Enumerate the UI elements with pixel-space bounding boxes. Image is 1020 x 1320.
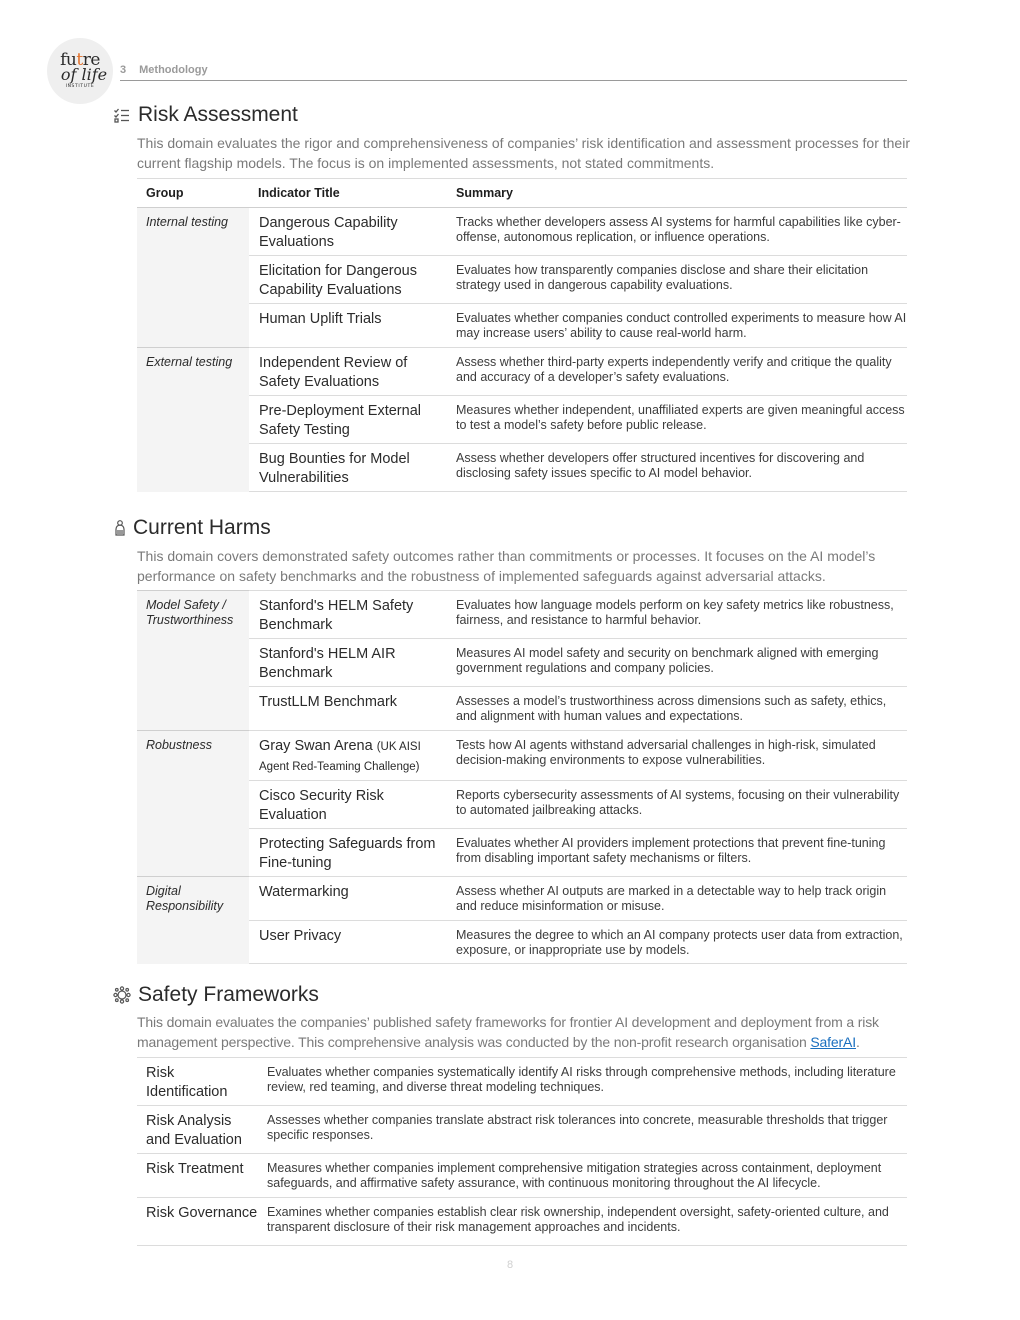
table-row (137, 1154, 907, 1198)
indicator-title: Risk Treatment (137, 1154, 267, 1198)
indicator-title (249, 731, 447, 781)
section-title: Risk Assessment (138, 103, 298, 126)
saferai-link[interactable]: SaferAI (810, 1034, 856, 1050)
indicator-title-note: (UK AISI Agent Red-Teaming Challenge) (259, 741, 421, 773)
table-row (137, 1106, 907, 1154)
table-row (137, 639, 907, 687)
indicator-title: Pre-Deployment External Safety Testing (249, 396, 447, 444)
indicator-summary: Measures whether companies implement comprehensive mitigation strategies across containment, deployment safeguards, and affirmative safety assurance, with continuous monitoring throughout the AI lifecycle. (267, 1154, 907, 1198)
indicator-summary: Tests how AI agents withstand adversarial challenges in high-risk, simulated decision-making environments to expose vulnerabilities. (447, 731, 907, 781)
indicator-title-main: Gray Swan Arena (259, 738, 373, 754)
chapter-number: 3 (120, 64, 127, 76)
table-row (137, 1058, 907, 1106)
indicator-title: Protecting Safeguards from Fine-tuning (249, 829, 447, 877)
table-row (137, 731, 907, 781)
indicator-summary: Assess whether third-party experts independently verify and critique the quality and accuracy of a developer’s safety evaluations. (447, 348, 907, 396)
section-heading-current-harms (113, 516, 271, 540)
indicator-title: Watermarking (249, 877, 447, 921)
indicator-title: Risk Analysis and Evaluation (137, 1106, 267, 1154)
indicator-summary: Measures the degree to which an AI company protects user data from extraction, exposure, or inappropriate use by models. (447, 921, 907, 964)
table-row (137, 687, 907, 731)
logo-flame: t (76, 50, 83, 70)
section-intro-text: This domain evaluates the companies’ published safety frameworks for frontier AI development and deployment from a risk management perspective. This comprehensive analysis was conducted by the non-profit research organisation (137, 1014, 879, 1050)
indicator-title: Human Uplift Trials (249, 304, 447, 348)
column-header-group: Group (137, 179, 249, 208)
indicator-summary: Measures AI model safety and security on benchmark aligned with emerging government regulations and company policies. (447, 639, 907, 687)
table-row (137, 304, 907, 348)
column-header-indicator: Indicator Title (249, 179, 447, 208)
section-heading-risk-assessment (113, 103, 298, 127)
page-number: 8 (506, 1259, 514, 1271)
table-row (137, 208, 907, 256)
group-label: Model Safety / Trustworthiness (137, 591, 249, 731)
indicator-title: Risk Governance (137, 1198, 267, 1246)
checklist-icon (113, 106, 131, 124)
table-row (137, 921, 907, 964)
indicator-title: TrustLLM Benchmark (249, 687, 447, 731)
section-title: Current Harms (133, 516, 271, 539)
current-harms-table (137, 590, 907, 964)
running-header (120, 64, 907, 81)
group-label: External testing (137, 348, 249, 492)
indicator-summary: Measures whether independent, unaffiliated experts are given meaningful access to test a model’s safety before public release. (447, 396, 907, 444)
table-row (137, 591, 907, 639)
group-label: Internal testing (137, 208, 249, 348)
indicator-summary: Assess whether AI outputs are marked in a detectable way to help track origin and reduce misinformation or misuse. (447, 877, 907, 921)
indicator-title: User Privacy (249, 921, 447, 964)
indicator-title: Independent Review of Safety Evaluations (249, 348, 447, 396)
indicator-title: Risk Identification (137, 1058, 267, 1106)
section-heading-safety-frameworks (113, 983, 319, 1007)
table-row (137, 444, 907, 492)
indicator-summary: Assesses whether companies translate abstract risk tolerances into concrete, measurable thresholds that trigger specific responses. (267, 1106, 907, 1154)
logo-part: re (82, 50, 100, 70)
table-row (137, 348, 907, 396)
table-row (137, 256, 907, 304)
indicator-title: Elicitation for Dangerous Capability Evaluations (249, 256, 447, 304)
safety-frameworks-table (137, 1057, 907, 1246)
indicator-title: Dangerous Capability Evaluations (249, 208, 447, 256)
table-row (137, 1198, 907, 1246)
indicator-summary: Examines whether companies establish clear risk ownership, independent oversight, safety-oriented culture, and transparent disclosure of their risk management approaches and incidents. (267, 1198, 907, 1246)
section-intro (137, 1012, 912, 1052)
group-label: Digital Responsibility (137, 877, 249, 964)
indicator-summary: Reports cybersecurity assessments of AI systems, focusing on their vulnerability to automated jailbreaking attacks. (447, 781, 907, 829)
table-row (137, 396, 907, 444)
indicator-title: Stanford's HELM AIR Benchmark (249, 639, 447, 687)
future-of-life-logo (47, 38, 113, 104)
table-row (137, 877, 907, 921)
logo-wordmark-line2: of life (60, 65, 108, 84)
indicator-title: Stanford's HELM Safety Benchmark (249, 591, 447, 639)
indicator-summary: Evaluates how transparently companies disclose and share their elicitation strategy used in dangerous capability evaluations. (447, 256, 907, 304)
indicator-summary: Assesses a model’s trustworthiness across dimensions such as safety, ethics, and alignment with human values and expectations. (447, 687, 907, 731)
section-intro-end: . (855, 1034, 860, 1050)
section-title: Safety Frameworks (138, 983, 319, 1006)
hazard-figure-icon (113, 519, 127, 537)
group-label: Robustness (137, 731, 249, 877)
indicator-summary: Evaluates whether AI providers implement protections that prevent fine-tuning from disabling important safety mechanisms or filters. (447, 829, 907, 877)
framework-network-icon (113, 986, 131, 1004)
indicator-summary: Evaluates how language models perform on key safety metrics like robustness, fairness, and resistance to harmful behavior. (447, 591, 907, 639)
indicator-summary: Tracks whether developers assess AI systems for harmful capabilities like cyber-offense, autonomous replication, or influence operations. (447, 208, 907, 256)
indicator-summary: Assess whether developers offer structured incentives for discovering and disclosing safety issues specific to AI model behavior. (447, 444, 907, 492)
risk-assessment-table (137, 178, 907, 492)
column-header-summary: Summary (447, 179, 907, 208)
table-row (137, 781, 907, 829)
section-intro: This domain covers demonstrated safety outcomes rather than commitments or processes. It focuses on the AI model’s performance on safety benchmarks and the robustness of implemented safeguards against adversarial attacks. (137, 548, 876, 584)
logo-wordmark-line3: INSTITUTE (65, 84, 95, 89)
indicator-title: Cisco Security Risk Evaluation (249, 781, 447, 829)
section-intro: This domain evaluates the rigor and comprehensiveness of companies’ risk identification and assessment processes for their current flagship models. The focus is on implemented assessments, not stated commitments. (137, 135, 910, 171)
indicator-summary: Evaluates whether companies conduct controlled experiments to measure how AI may increase users’ ability to cause real-world harm. (447, 304, 907, 348)
indicator-title: Bug Bounties for Model Vulnerabilities (249, 444, 447, 492)
table-header-row (137, 179, 907, 208)
logo-part: fu (60, 50, 77, 70)
chapter-title: Methodology (139, 64, 208, 76)
table-row (137, 829, 907, 877)
indicator-summary: Evaluates whether companies systematically identify AI risks through comprehensive methods, including literature review, red teaming, and diverse threat modeling techniques. (267, 1058, 907, 1106)
